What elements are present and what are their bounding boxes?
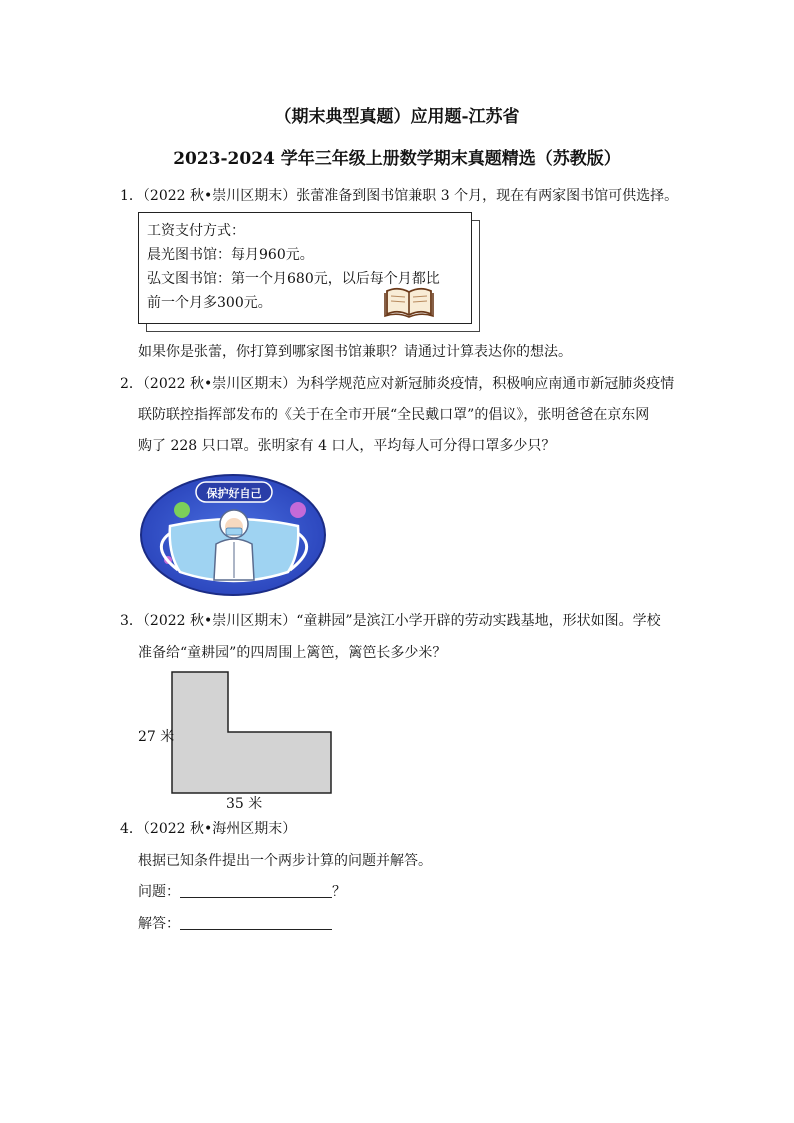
question-2-line-3: 购了 228 只口罩。张明家有 4 口人，平均每人可分得口罩多少只？ [138, 438, 556, 454]
question-1-header [120, 186, 678, 206]
height-label: 27 米 [138, 729, 175, 745]
question-4-header: 4．（2022 秋•海州区期末） [120, 821, 297, 837]
salary-line-chenguang: 晨光图书馆：每月960元。 [147, 247, 314, 263]
question-4-question-row [138, 882, 346, 902]
question-3-line-1: 3．（2022 秋•崇川区期末）“童耕园”是滨江小学开辟的劳动实践基地，形状如图。学校 [120, 613, 661, 629]
question-3-line-2: 准备给“童耕园”的四周围上篱笆，篱笆长多少米？ [138, 645, 447, 661]
salary-heading: 工资支付方式： [147, 223, 245, 239]
question-4-answer-row [138, 914, 332, 934]
banner-text: 保护好自己 [206, 487, 262, 500]
question-label: 问题： [138, 884, 180, 900]
answer-blank[interactable] [180, 915, 332, 930]
page-subtitle: 2023-2024 学年三年级上册数学期末真题精选（苏教版） [173, 149, 621, 169]
open-book-icon [383, 285, 435, 319]
salary-info-box [138, 212, 472, 324]
page-title: （期末典型真题）应用题-江苏省 [274, 107, 520, 127]
answer-label: 解答： [138, 916, 180, 932]
question-2-line-1: 2．（2022 秋•崇川区期末）为科学规范应对新冠肺炎疫情，积极响应南通市新冠肺炎疫情 [120, 376, 675, 392]
question-2-line-2: 联防联控指挥部发布的《关于在全市开展“全民戴口罩”的倡议》，张明爸爸在京东网 [138, 407, 650, 423]
width-label: 35 米 [226, 796, 263, 812]
question-1-number: 1． [120, 188, 143, 204]
question-3-number: 3． [120, 613, 143, 629]
question-1-text: （2022 秋•崇川区期末）张蕾准备到图书馆兼职 3 个月，现在有两家图书馆可供选择。 [142, 188, 679, 204]
question-4-instruction: 根据已知条件提出一个两步计算的问题并解答。 [138, 853, 432, 869]
salary-line-hongwen: 弘文图书馆：第一个月680元，以后每个月都比 [147, 271, 440, 287]
question-4-number: 4． [120, 821, 143, 837]
mask-illustration [138, 472, 328, 598]
question-mark: ？ [332, 884, 346, 900]
question-1-question: 如果你是张蕾，你打算到哪家图书馆兼职？请通过计算表达你的想法。 [138, 344, 572, 360]
question-2-number: 2． [120, 376, 143, 392]
salary-line-hongwen-cont: 前一个月多300元。 [147, 295, 272, 311]
l-shape-garden [170, 670, 334, 796]
question-blank[interactable] [180, 883, 332, 898]
